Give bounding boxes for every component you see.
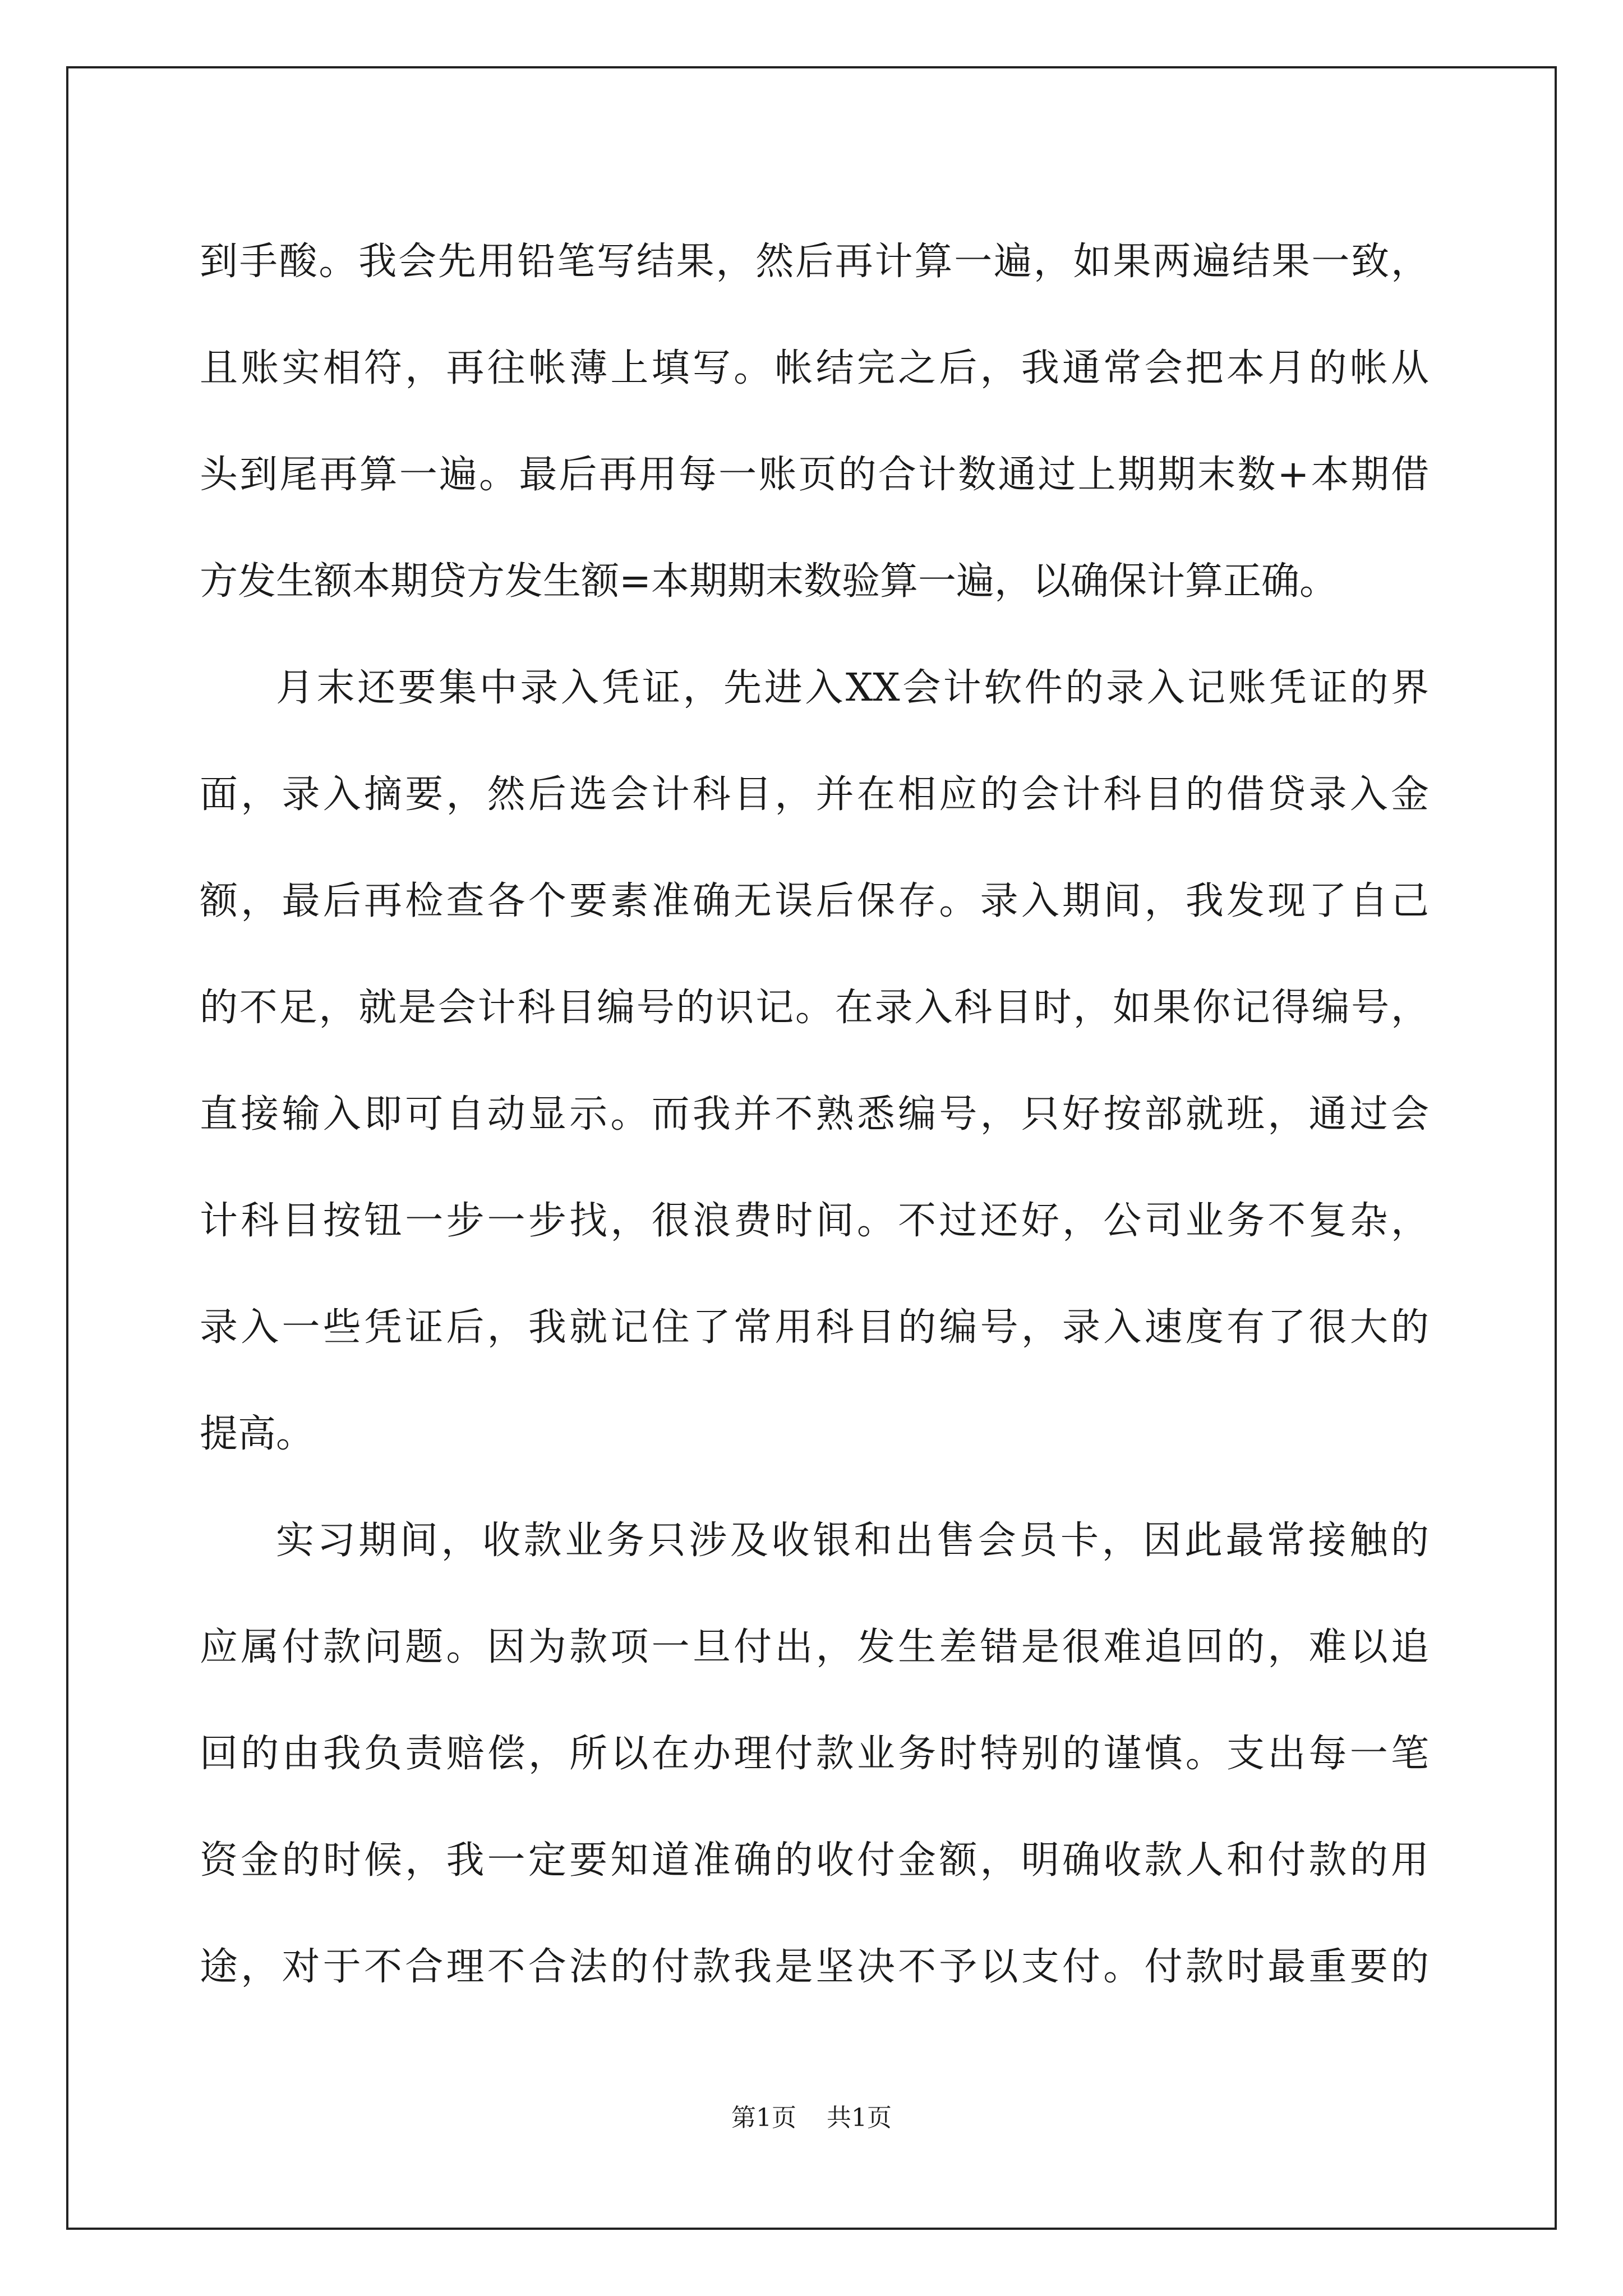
paragraph-line: 的不足，就是会计科目编号的识记。在录入科目时，如果你记得编号， — [200, 986, 1429, 1030]
paragraph-line: 面，录入摘要，然后选会计科目，并在相应的会计科目的借贷录入金 — [200, 772, 1429, 817]
paragraph-line: 且账实相符，再往帐薄上填写。帐结完之后，我通常会把本月的帐从 — [200, 346, 1429, 390]
paragraph-line: 录入一些凭证后，我就记住了常用科目的编号，录入速度有了很大的 — [200, 1305, 1429, 1350]
paragraph-line: 提高。 — [200, 1412, 315, 1456]
paragraph-line: 途，对于不合理不合法的付款我是坚决不予以支付。付款时最重要的 — [200, 1945, 1429, 1989]
paragraph-line: 月末还要集中录入凭证，先进入XX会计软件的录入记账凭证的界 — [276, 666, 1429, 710]
page-footer — [0, 2101, 1623, 2135]
paragraph-line: 额，最后再检查各个要素准确无误后保存。录入期间，我发现了自己 — [200, 879, 1429, 923]
paragraph-line: 头到尾再算一遍。最后再用每一账页的合计数通过上期期末数+本期借 — [200, 453, 1429, 497]
page-total: 共1页 — [827, 2104, 892, 2132]
paragraph-line: 直接输入即可自动显示。而我并不熟悉编号，只好按部就班，通过会 — [200, 1092, 1429, 1137]
document-body — [200, 209, 1429, 2021]
paragraph-line: 回的由我负责赔偿，所以在办理付款业务时特别的谨慎。支出每一笔 — [200, 1732, 1429, 1776]
paragraph-line: 计科目按钮一步一步找，很浪费时间。不过还好，公司业务不复杂， — [200, 1199, 1429, 1243]
paragraph-line: 到手酸。我会先用铅笔写结果，然后再计算一遍，如果两遍结果一致， — [200, 240, 1429, 284]
page-number: 第1页 — [731, 2104, 796, 2132]
paragraph-line: 方发生额本期贷方发生额=本期期末数验算一遍，以确保计算正确。 — [200, 559, 1338, 604]
paragraph-line: 资金的时候，我一定要知道准确的收付金额，明确收款人和付款的用 — [200, 1838, 1429, 1883]
paragraph-line: 实习期间，收款业务只涉及收银和出售会员卡，因此最常接触的 — [276, 1519, 1429, 1563]
paragraph-line: 应属付款问题。因为款项一旦付出，发生差错是很难追回的，难以追 — [200, 1625, 1429, 1669]
